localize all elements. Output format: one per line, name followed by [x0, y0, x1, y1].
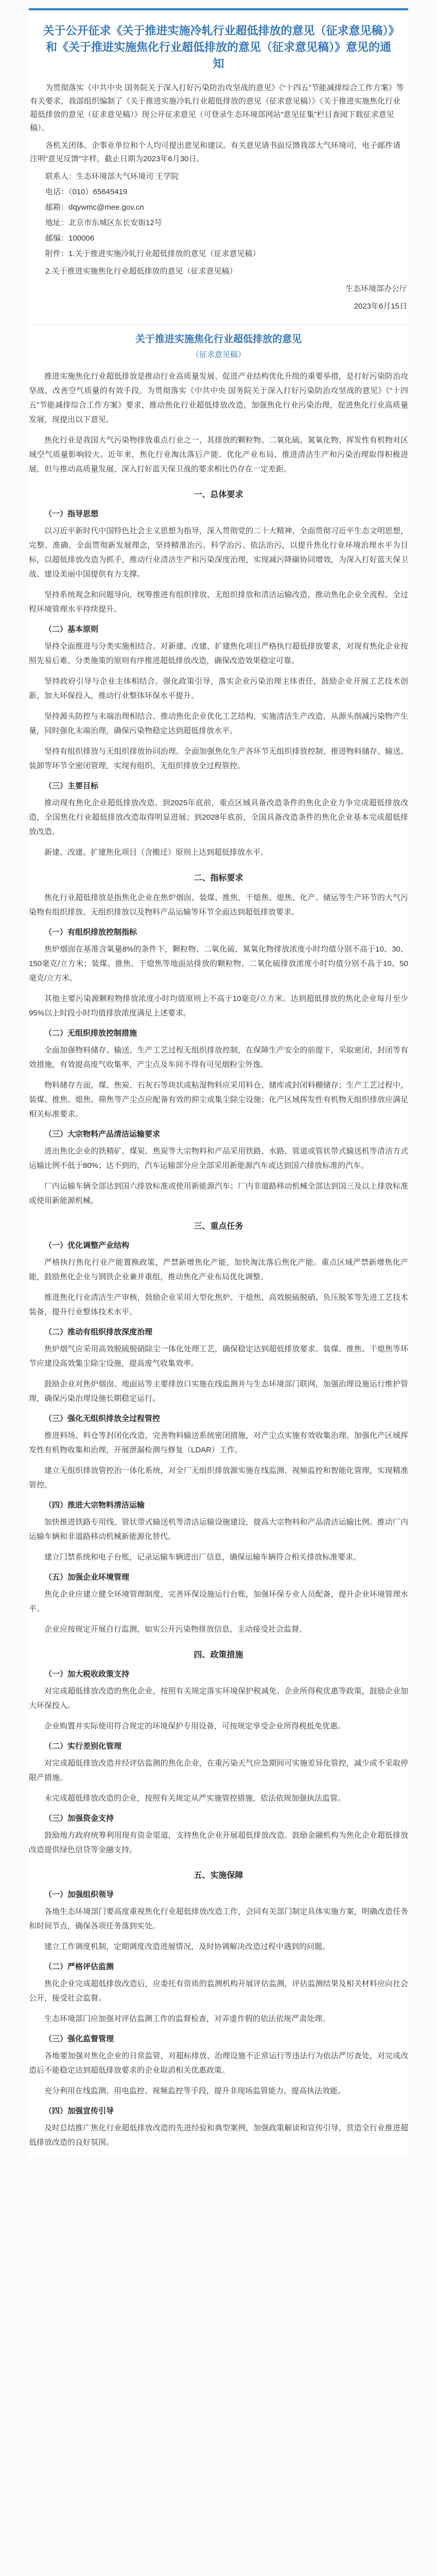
body-paragraph: 严格执行焦化行业产能置换政策，严禁新增焦化产能，加快淘汰落后焦化产能。重点区域严禁新增焦化产能，鼓励焦化企业与钢铁企业兼并重组，推动焦化产业布局优化调整。 — [29, 1258, 408, 1281]
subsection-heading: （一）有组织排放控制指标 — [44, 928, 137, 937]
subsection-heading: （二）无组织排放控制措施 — [44, 1029, 137, 1038]
body-paragraph: 推动现有焦化企业超低排放改造。到2025年底前，重点区域具备改造条件的焦化企业力争完成超低排放改造，全国焦化行业超低排放改造取得明显进展；到2028年底前，全国具备改造条件的焦化企业基本完成超低排放改造。 — [29, 799, 408, 836]
body-paragraph: 焦炉烟气应采用高效脱硫脱硝除尘一体化处理工艺，确保稳定达到超低排放要求。装煤、推焦、干熄焦等环节应建设高效集尘除尘设施，提高废气收集效率。 — [29, 1345, 408, 1368]
body-paragraph: 厂内运输车辆全部达到国六排放标准或使用新能源汽车；厂内非道路移动机械全部达到国三及以上排放标准或使用新能源机械。 — [29, 1182, 408, 1205]
subsection-heading: （三）强化监督管理 — [44, 2035, 114, 2043]
body-paragraph: 企业购置并实际使用符合规定的环境保护专用设备，可按规定享受企业所得税抵免优惠。 — [44, 1722, 346, 1731]
subsection-heading: （二）推动有组织排放深度治理 — [44, 1328, 153, 1336]
subsection-heading: （四）推进大宗物料清洁运输 — [44, 1501, 145, 1510]
doc-title: 关于推进实施焦化行业超低排放的意见 — [135, 334, 302, 345]
body-paragraph: 企业应按规定开展自行监测，如实公开污染物排放信息，主动接受社会监督。 — [44, 1625, 307, 1634]
subsection-heading: （三）强化无组织排放全过程管控 — [44, 1414, 161, 1423]
doc-subtitle: （征求意见稿） — [191, 350, 246, 359]
notice-para: 为贯彻落实《中共中央 国务院关于深入打好污染防治攻坚战的意见》《“十四五”节能减排综合工作方案》等有关要求，我部组织编制了《关于推进实施冷轧行业超低排放的意见（征求意见稿）》《关于推进实施焦化行业超低排放的意见（征求意见稿）》现公开征求意见（可登录生态环境部网站“意见征集”栏目查阅下载征求意见稿）。 — [30, 83, 404, 132]
body-paragraph: 焦炉烟囱在基准含氧量8%的条件下，颗粒物、二氧化硫、氮氧化物排放浓度小时均值分别不高于10、30、150毫克/立方米；装煤、推焦、干熄焦等地面站排放的颗粒物、二氧化硫排放浓度小时均值分别不高于10、50毫克/立方米。 — [29, 945, 408, 982]
section-heading: 五、实施保障 — [194, 1871, 243, 1880]
subsection-heading: （四）加强宣传引导 — [44, 2107, 114, 2115]
body-paragraph: 坚持有组织排放与无组织排放协同治理。全面加强焦化生产各环节无组织排放控制，推进物料储存、输送、装卸等环节全密闭管理，实现有组织、无组织排放全过程管控。 — [29, 747, 408, 770]
notice-body — [29, 81, 408, 313]
subsection-heading: （三）主要目标 — [44, 782, 99, 790]
subsection-heading: （三）加强资金支持 — [44, 1814, 114, 1823]
body-paragraph: 坚持全面推进与分类实施相结合。对新建、改建、扩建焦化项目严格执行超低排放要求，对现有焦化企业按照先易后难、分类施策的原则有序推进超低排放改造，确保改造效果稳定可靠。 — [29, 642, 408, 665]
doc-sections — [29, 488, 408, 2150]
contact-address: 地址：北京市东城区东长安街12号 — [45, 218, 162, 227]
subsection-heading: （一）加大税收政策支持 — [44, 1670, 130, 1679]
section-heading: 二、指标要求 — [194, 874, 243, 883]
contact-zip: 邮编：100006 — [45, 234, 95, 243]
body-paragraph: 对完成超低排放改造并经评估监测的焦化企业，在重污染天气应急期间可实施差异化管控，减少或不采取停限产措施。 — [29, 1759, 408, 1782]
subsection-heading: （一）指导思想 — [44, 510, 99, 518]
doc-intro-para: 推进实施焦化行业超低排放是推动行业高质量发展、促进产业结构优化升级的重要举措，是打好污染防治攻坚战、改善空气质量的有效手段。为贯彻落实《中共中央 国务院关于深入打好污染防治攻坚战的意见》《“十四五”节能减排综合工作方案》要求，推动焦化行业超低排放改造，加强焦化行业污染治理，促进焦化行业高质量发展，现提出以下意见。 — [29, 372, 408, 424]
contact-label: 联系人：生态环境部大气环境司 王学院 — [45, 172, 179, 181]
subsection-heading: （二）严格评估监测 — [44, 1962, 114, 1971]
attachment-link-1[interactable]: 附件：1.关于推进实施冷轧行业超低排放的意见（征求意见稿） — [45, 249, 260, 258]
body-paragraph: 进出焦化企业的铁精矿、煤炭、焦炭等大宗物料和产品采用铁路、水路、管道或管状带式输送机等清洁方式运输比例不低于80%；达不到的，汽车运输部分应全部采用新能源汽车或达到国六排放标准的汽车。 — [29, 1147, 408, 1170]
notice-signer: 生态环境部办公厅 — [345, 284, 407, 293]
body-paragraph: 坚持系统观念和问题导向，统筹推进有组织排放、无组织排放和清洁运输改造，推动焦化企业全流程、全过程环境管理水平持续提升。 — [29, 590, 408, 614]
subsection-heading: （一）加强组织领导 — [44, 1890, 114, 1899]
contact-block — [30, 170, 407, 245]
body-paragraph: 建立工作调度机制，定期调度改造进展情况，及时协调解决改造过程中遇到的问题。 — [44, 1942, 330, 1951]
article-title: 关于公开征求《关于推进实施冷轧行业超低排放的意见（征求意见稿）》和《关于推进实施焦化行业超低排放的意见（征求意见稿）》意见的通知 — [43, 24, 394, 70]
body-paragraph: 各地生态环境部门要高度重视焦化行业超低排放改造工作，会同有关部门制定具体实施方案，明确改造任务和时间节点，确保各项任务落到实处。 — [29, 1907, 408, 1930]
body-paragraph: 各地要加强对焦化企业的日常监管，对超标排放、治理设施不正常运行等违法行为依法严厉查处，对完成改造后不能稳定达到超低排放要求的企业取消相关优惠政策。 — [29, 2052, 408, 2075]
subsection-heading: （一）优化调整产业结构 — [44, 1241, 130, 1250]
body-paragraph: 新建、改建、扩建焦化项目（含搬迁）原则上达到超低排放水平。 — [44, 848, 269, 857]
body-paragraph: 建立门禁系统和电子台账，记录运输车辆进出厂信息，确保运输车辆符合相关排放标准要求。 — [44, 1553, 361, 1562]
body-paragraph: 其他主要污染源颗粒物排放浓度小时均值原则上不高于10毫克/立方米。达到超低排放的焦化企业每月至少95%以上时段小时均值排放浓度满足上述要求。 — [29, 994, 408, 1018]
subsection-heading: （二）实行差别化管理 — [44, 1742, 122, 1751]
contact-email[interactable]: 邮箱：dqywmc@mee.gov.cn — [45, 203, 144, 212]
contact-phone: 电话：（010）65645419 — [45, 188, 128, 196]
subsection-heading: （三）大宗物料产品清洁运输要求 — [44, 1130, 161, 1139]
body-paragraph: 生态环境部门应加强对评估监测工作的监督检查，对弄虚作假的依法依规严肃处理。 — [44, 2014, 330, 2023]
body-paragraph: 物料储存方面，煤、焦炭、石灰石等块状或粘湿物料应采用料仓、储库或封闭料棚储存；生产工艺过程中，装煤、推焦、熄焦、筛焦等产尘点应配备有效的抑尘或集尘除尘设施；化产区域挥发性有机物无组织排放应满足相关标准要求。 — [29, 1081, 408, 1118]
body-paragraph: 及时总结推广焦化行业超低排放改造的先进经验和典型案例，加强政策解读和宣传引导，营造全行业推进超低排放改造的良好氛围。 — [29, 2124, 408, 2147]
body-paragraph: 建立无组织排放管控治一体化系统，对全厂无组织排放源实施在线监测、视频监控和智能化管理，实现精准管控。 — [29, 1466, 408, 1489]
section-heading: 三、重点任务 — [194, 1222, 243, 1231]
body-paragraph: 全面加强物料储存、输送、生产工艺过程无组织排放控制，在保障生产安全的前提下，采取密闭、封闭等有效措施，有效提高废气收集率，产尘点及车间不得有可见烟粉尘外逸。 — [29, 1046, 408, 1069]
article-page — [29, 8, 408, 2156]
notice-date: 2023年6月15日 — [354, 302, 407, 311]
notice-para: 各机关团体、企事业单位和个人均可提出意见和建议。有关意见请书面反馈我部大气环境司，电子邮件请注明“意见反馈”字样，截止日期为2023年6月30日。 — [30, 141, 401, 163]
body-paragraph: 焦化行业超低排放是指焦化企业在焦炉烟囱、装煤、推焦、干熄焦、熄焦、化产、储运等生产环节的大气污染物有组织排放、无组织排放以及物料产品运输等环节全面达到超低排放要求。 — [29, 893, 408, 917]
body-paragraph: 推进料场、料仓等封闭化改造，完善物料输送系统密闭措施，对产尘点实施有效收集治理。加强化产区域挥发性有机物收集和治理，开展泄漏检测与修复（LDAR）工作。 — [29, 1431, 408, 1454]
body-paragraph: 推进焦化行业清洁生产审核，鼓励企业采用大型化焦炉、干熄焦、高效脱硫脱硝、负压脱苯等先进工艺技术装备，提升行业整体技术水平。 — [29, 1293, 408, 1316]
body-paragraph: 鼓励企业对焦炉烟囱、地面站等主要排放口实施在线监测并与生态环境部门联网，加强治理设施运行维护管理，确保污染治理设施长期稳定运行。 — [29, 1380, 408, 1403]
body-paragraph: 坚持源头防控与末端治理相结合。推动焦化企业优化工艺结构，实施清洁生产改造，从源头削减污染物产生量，同时强化末端治理，确保污染物稳定达到超低排放水平。 — [29, 712, 408, 735]
body-paragraph: 鼓励地方政府统筹利用现有资金渠道，支持焦化企业开展超低排放改造。鼓励金融机构为焦化企业超低排放改造提供绿色信贷等金融支持。 — [29, 1831, 408, 1854]
attachment-link-2[interactable]: 2.关于推进实施焦化行业超低排放的意见（征求意见稿） — [45, 267, 237, 276]
body-paragraph: 充分利用在线监测、用电监控、视频监控等手段，提升非现场监管能力，提高执法效能。 — [44, 2087, 346, 2095]
body-paragraph: 坚持政府引导与企业主体相结合。强化政策引导，落实企业污染治理主体责任，鼓励企业开展工艺技术创新，加大环保投入，推动行业整体环保水平提升。 — [29, 677, 408, 700]
header-rule — [29, 8, 408, 10]
body-paragraph: 焦化企业应建立健全环境管理制度，完善环保设施运行台账，加强环保专业人员配备，提升企业环境管理水平。 — [29, 1590, 408, 1613]
doc-intro-para: 焦化行业是我国大气污染物排放重点行业之一，其排放的颗粒物、二氧化硫、氮氧化物、挥发性有机物对区域空气质量影响较大。近年来，焦化行业淘汰落后产能、优化产业布局、推进清洁生产和污染治理取得积极进展，但与推动高质量发展、深入打好蓝天保卫战的要求相比仍存在一定差距。 — [29, 436, 408, 473]
attached-document — [29, 325, 408, 2150]
body-paragraph: 加快推进铁路专用线、管状带式输送机等清洁运输设施建设，提高大宗物料和产品清洁运输比例。推动厂内运输车辆和非道路移动机械新能源化替代。 — [29, 1518, 408, 1541]
body-paragraph: 以习近平新时代中国特色社会主义思想为指导，深入贯彻党的二十大精神，全面贯彻习近平生态文明思想，完整、准确、全面贯彻新发展理念，坚持精准治污、科学治污、依法治污，以提升焦化行业环境治理水平为目标，以超低排放改造为抓手，推动行业清洁生产和污染深度治理，实现减污降碳协同增效，为深入打好蓝天保卫战、建设美丽中国提供有力支撑。 — [29, 527, 408, 579]
body-paragraph: 对完成超低排放改造的焦化企业，按照有关规定落实环境保护税减免、企业所得税优惠等政策，鼓励企业加大环保投入。 — [29, 1687, 408, 1710]
subsection-heading: （五）加强企业环境管理 — [44, 1573, 130, 1582]
body-paragraph: 未完成超低排放改造的企业，按照有关规定从严实施管控措施，依法依规加强执法监管。 — [44, 1794, 346, 1803]
section-heading: 一、总体要求 — [194, 490, 243, 499]
subsection-heading: （二）基本原则 — [44, 625, 99, 634]
body-paragraph: 焦化企业完成超低排放改造后，应委托有资质的监测机构开展评估监测，评估监测结果及相关材料应向社会公开，接受社会监督。 — [29, 1979, 408, 2003]
section-heading: 四、政策措施 — [194, 1651, 243, 1659]
